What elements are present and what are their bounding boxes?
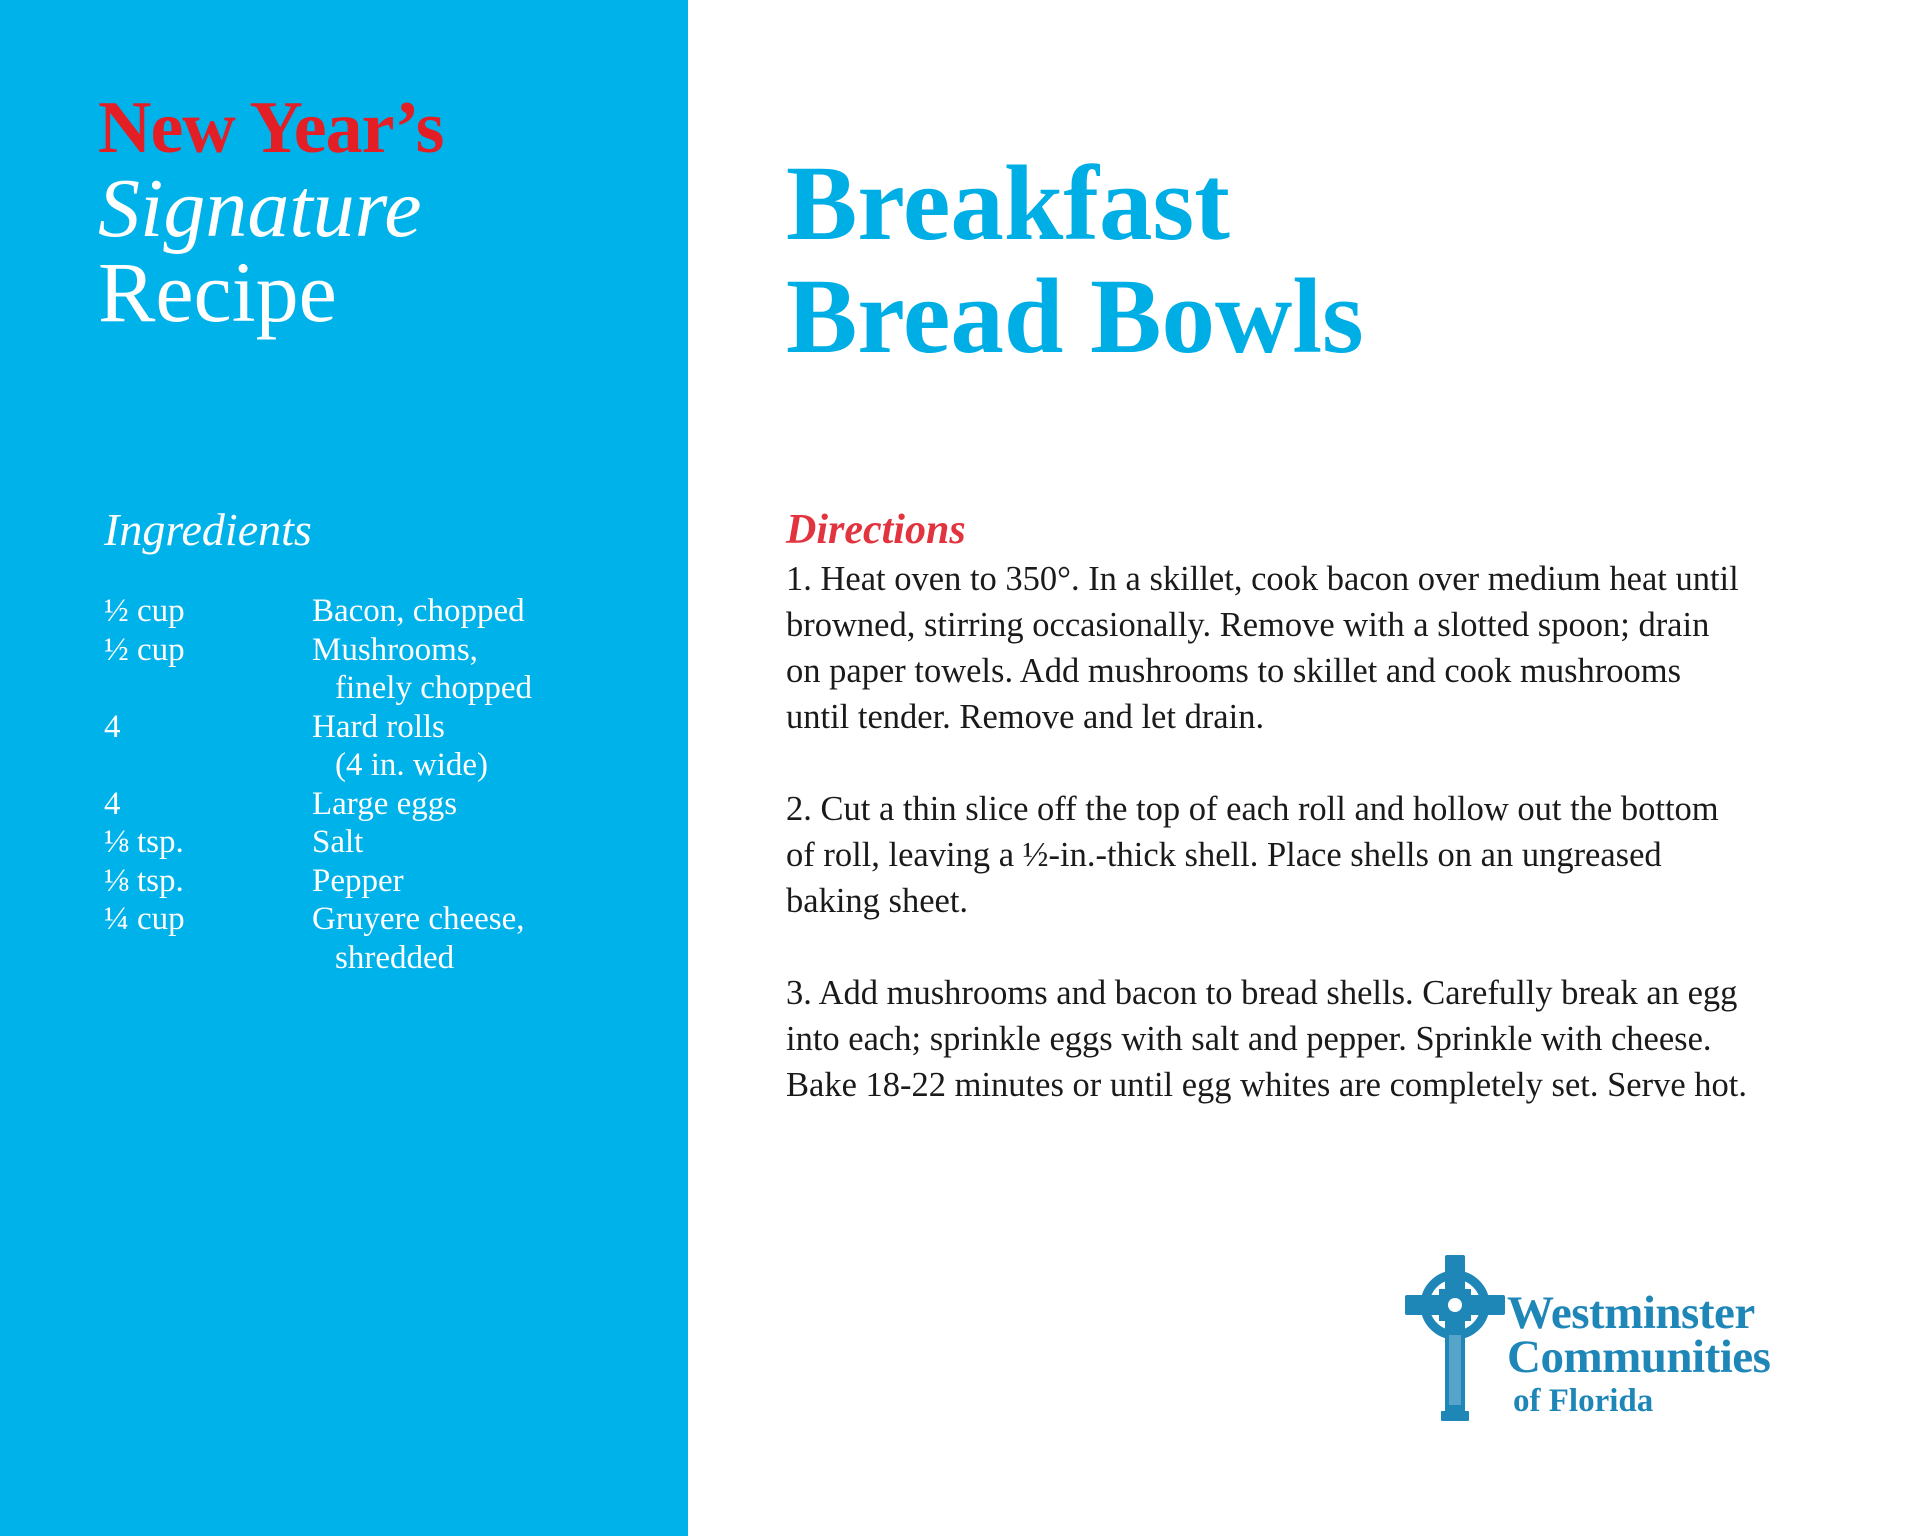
logo-line-communities: Communities: [1507, 1331, 1771, 1383]
ingredient-name-text: Pepper: [312, 862, 404, 899]
ingredient-row: [104, 862, 674, 901]
ingredient-name-text: Mushrooms,: [312, 631, 478, 668]
direction-line: 3. Add mushrooms and bacon to bread shells. Carefully break an egg: [786, 974, 1738, 1012]
ingredient-quantity: ½ cup: [104, 593, 185, 629]
directions-heading: Directions: [786, 507, 966, 553]
ingredient-name: [312, 708, 674, 785]
ingredient-name: [312, 900, 674, 977]
ingredient-row: [104, 823, 674, 862]
direction-line: 2. Cut a thin slice off the top of each roll and hollow out the bottom: [786, 790, 1719, 828]
ingredient-name-text: Gruyere cheese,: [312, 901, 525, 937]
ingredient-name-continuation: (4 in. wide): [335, 747, 489, 783]
ingredient-name-text: Salt: [312, 824, 364, 860]
ingredient-name-continuation: finely chopped: [335, 670, 533, 706]
direction-line: Bake 18-22 minutes or until egg whites are completely set. Serve hot.: [786, 1066, 1747, 1104]
direction-step-3: [786, 970, 1846, 1108]
westminster-logo: [1405, 1255, 1825, 1425]
sidebar-panel: [0, 0, 688, 1536]
recipe-title-line-2: Bread Bowls: [786, 258, 1364, 376]
ingredient-row: [104, 631, 674, 708]
ingredient-row: [104, 900, 674, 977]
direction-line: into each; sprinkle eggs with salt and pepper. Sprinkle with cheese.: [786, 1020, 1712, 1058]
ingredient-quantity: 4: [104, 785, 121, 822]
signature-line-new-years: New Year’s: [98, 87, 444, 169]
direction-line: on paper towels. Add mushrooms to skillet and cook mushrooms: [786, 652, 1682, 690]
ingredient-quantity: 4: [104, 708, 121, 745]
direction-line: baking sheet.: [786, 882, 969, 920]
directions-body: [786, 556, 1846, 1154]
ingredient-name: [312, 823, 674, 862]
signature-line-signature: Signature: [98, 162, 422, 255]
ingredients-list: [104, 592, 674, 977]
logo-line-westminster: Westminster: [1507, 1287, 1755, 1339]
ingredients-heading: Ingredients: [104, 504, 312, 555]
ingredient-name: [312, 862, 674, 901]
ingredient-name-text: Large eggs: [312, 785, 458, 822]
signature-line-recipe: Recipe: [98, 244, 337, 340]
logo-line-of-florida: of Florida: [1513, 1383, 1654, 1419]
direction-step-2: [786, 786, 1846, 924]
ingredient-quantity: ⅛ tsp.: [104, 824, 184, 860]
direction-line: until tender. Remove and let drain.: [786, 698, 1265, 736]
ingredient-quantity: ¼ cup: [104, 901, 185, 937]
logo-text: [1507, 1287, 1771, 1423]
celtic-cross-icon: [1405, 1255, 1505, 1421]
ingredient-name-text: Hard rolls: [312, 708, 445, 745]
recipe-title-line-1: Breakfast: [786, 145, 1230, 263]
ingredient-name-text: Bacon, chopped: [312, 593, 525, 629]
direction-step-1: [786, 556, 1846, 740]
ingredient-quantity: ½ cup: [104, 631, 185, 668]
ingredient-row: [104, 708, 674, 785]
signature-heading: [98, 87, 658, 340]
recipe-title: [786, 145, 1364, 376]
direction-line: 1. Heat oven to 350°. In a skillet, cook bacon over medium heat until: [786, 560, 1739, 598]
direction-line: of roll, leaving a ½-in.-thick shell. Place shells on an ungreased: [786, 836, 1662, 874]
ingredient-row: [104, 785, 674, 824]
ingredient-quantity: ⅛ tsp.: [104, 862, 184, 899]
ingredient-name: [312, 631, 674, 708]
ingredient-name: [312, 592, 674, 631]
ingredient-name: [312, 785, 674, 824]
ingredient-name-continuation: shredded: [335, 939, 455, 976]
ingredient-row: [104, 592, 674, 631]
direction-line: browned, stirring occasionally. Remove with a slotted spoon; drain: [786, 606, 1710, 644]
